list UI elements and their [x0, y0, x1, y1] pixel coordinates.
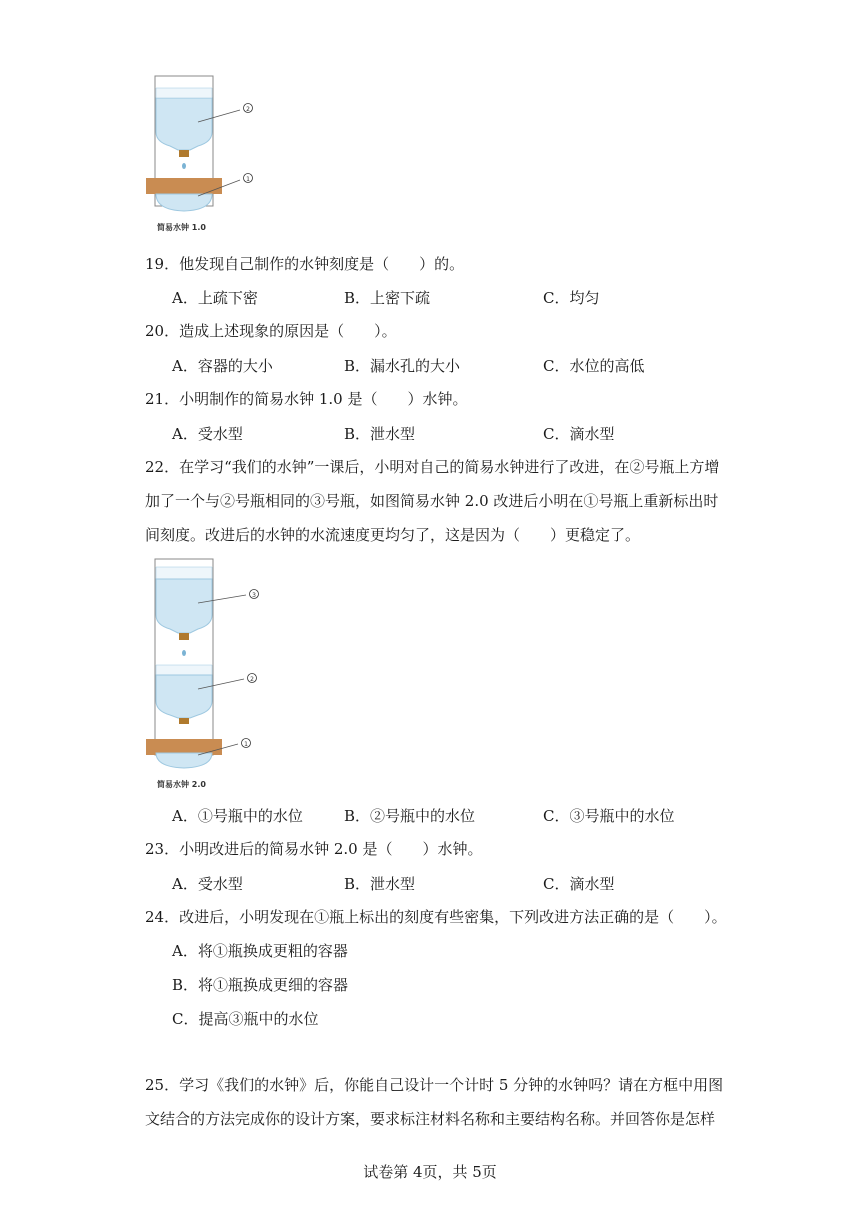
- q22-option-c[interactable]: C．③号瓶中的水位: [543, 807, 675, 825]
- q24-stem: 24．改进后，小明发现在①瓶上标出的刻度有些密集，下列改进方法正确的是（ ）。: [145, 908, 727, 926]
- water-clock-1-figure: [140, 70, 280, 240]
- q21-option-a[interactable]: A．受水型: [172, 425, 243, 443]
- q20-stem: 20．造成上述现象的原因是（ ）。: [145, 322, 397, 340]
- q23-option-a[interactable]: A．受水型: [172, 875, 243, 893]
- q23-option-b[interactable]: B．泄水型: [344, 875, 416, 893]
- q20-option-b[interactable]: B．漏水孔的大小: [344, 357, 461, 375]
- q22-stem-line-3: 间刻度。改进后的水钟的水流速度更均匀了，这是因为（ ）更稳定了。: [145, 526, 641, 544]
- q22-stem-line-2: 加了一个与②号瓶相同的③号瓶，如图简易水钟 2.0 改进后小明在①号瓶上重新标出时: [145, 492, 719, 510]
- q25-stem-line-2: 文结合的方法完成你的设计方案，要求标注材料名称和主要结构名称。并回答你是怎样: [145, 1110, 716, 1128]
- q21-stem: 21．小明制作的简易水钟 1.0 是（ ）水钟。: [145, 390, 468, 408]
- figure1-caption: 简易水钟 1.0: [157, 223, 206, 232]
- q22-stem-line-1: 22．在学习“我们的水钟”一课后，小明对自己的简易水钟进行了改进，在②号瓶上方增: [145, 458, 720, 476]
- q19-stem: 19．他发现自己制作的水钟刻度是（ ）的。: [145, 255, 465, 273]
- svg-text:3: 3: [252, 592, 256, 599]
- q21-option-b[interactable]: B．泄水型: [344, 425, 416, 443]
- q19-option-c[interactable]: C．均匀: [543, 289, 600, 307]
- q22-option-b[interactable]: B．②号瓶中的水位: [344, 807, 476, 825]
- figure2-caption: 简易水钟 2.0: [157, 780, 206, 789]
- q23-option-c[interactable]: C．滴水型: [543, 875, 615, 893]
- svg-text:1: 1: [244, 741, 248, 748]
- page-footer: 试卷第 4页，共 5页: [363, 1163, 497, 1181]
- q19-option-a[interactable]: A．上疏下密: [172, 289, 258, 307]
- q21-option-c[interactable]: C．滴水型: [543, 425, 615, 443]
- water-clock-2-figure: [140, 555, 280, 795]
- q24-option-c[interactable]: C．提高③瓶中的水位: [172, 1010, 319, 1028]
- q20-option-a[interactable]: A．容器的大小: [172, 357, 273, 375]
- q22-option-a[interactable]: A．①号瓶中的水位: [172, 807, 303, 825]
- q24-option-b[interactable]: B．将①瓶换成更细的容器: [172, 976, 349, 994]
- figure1-label-2: 2: [246, 106, 250, 113]
- figure1-label-1: 1: [246, 176, 250, 183]
- q23-stem: 23．小明改进后的简易水钟 2.0 是（ ）水钟。: [145, 840, 483, 858]
- q25-stem-line-1: 25．学习《我们的水钟》后，你能自己设计一个计时 5 分钟的水钟吗？请在方框中用图: [145, 1076, 724, 1094]
- q19-option-b[interactable]: B．上密下疏: [344, 289, 431, 307]
- svg-text:2: 2: [250, 676, 254, 683]
- q24-option-a[interactable]: A．将①瓶换成更粗的容器: [172, 942, 348, 960]
- q20-option-c[interactable]: C．水位的高低: [543, 357, 645, 375]
